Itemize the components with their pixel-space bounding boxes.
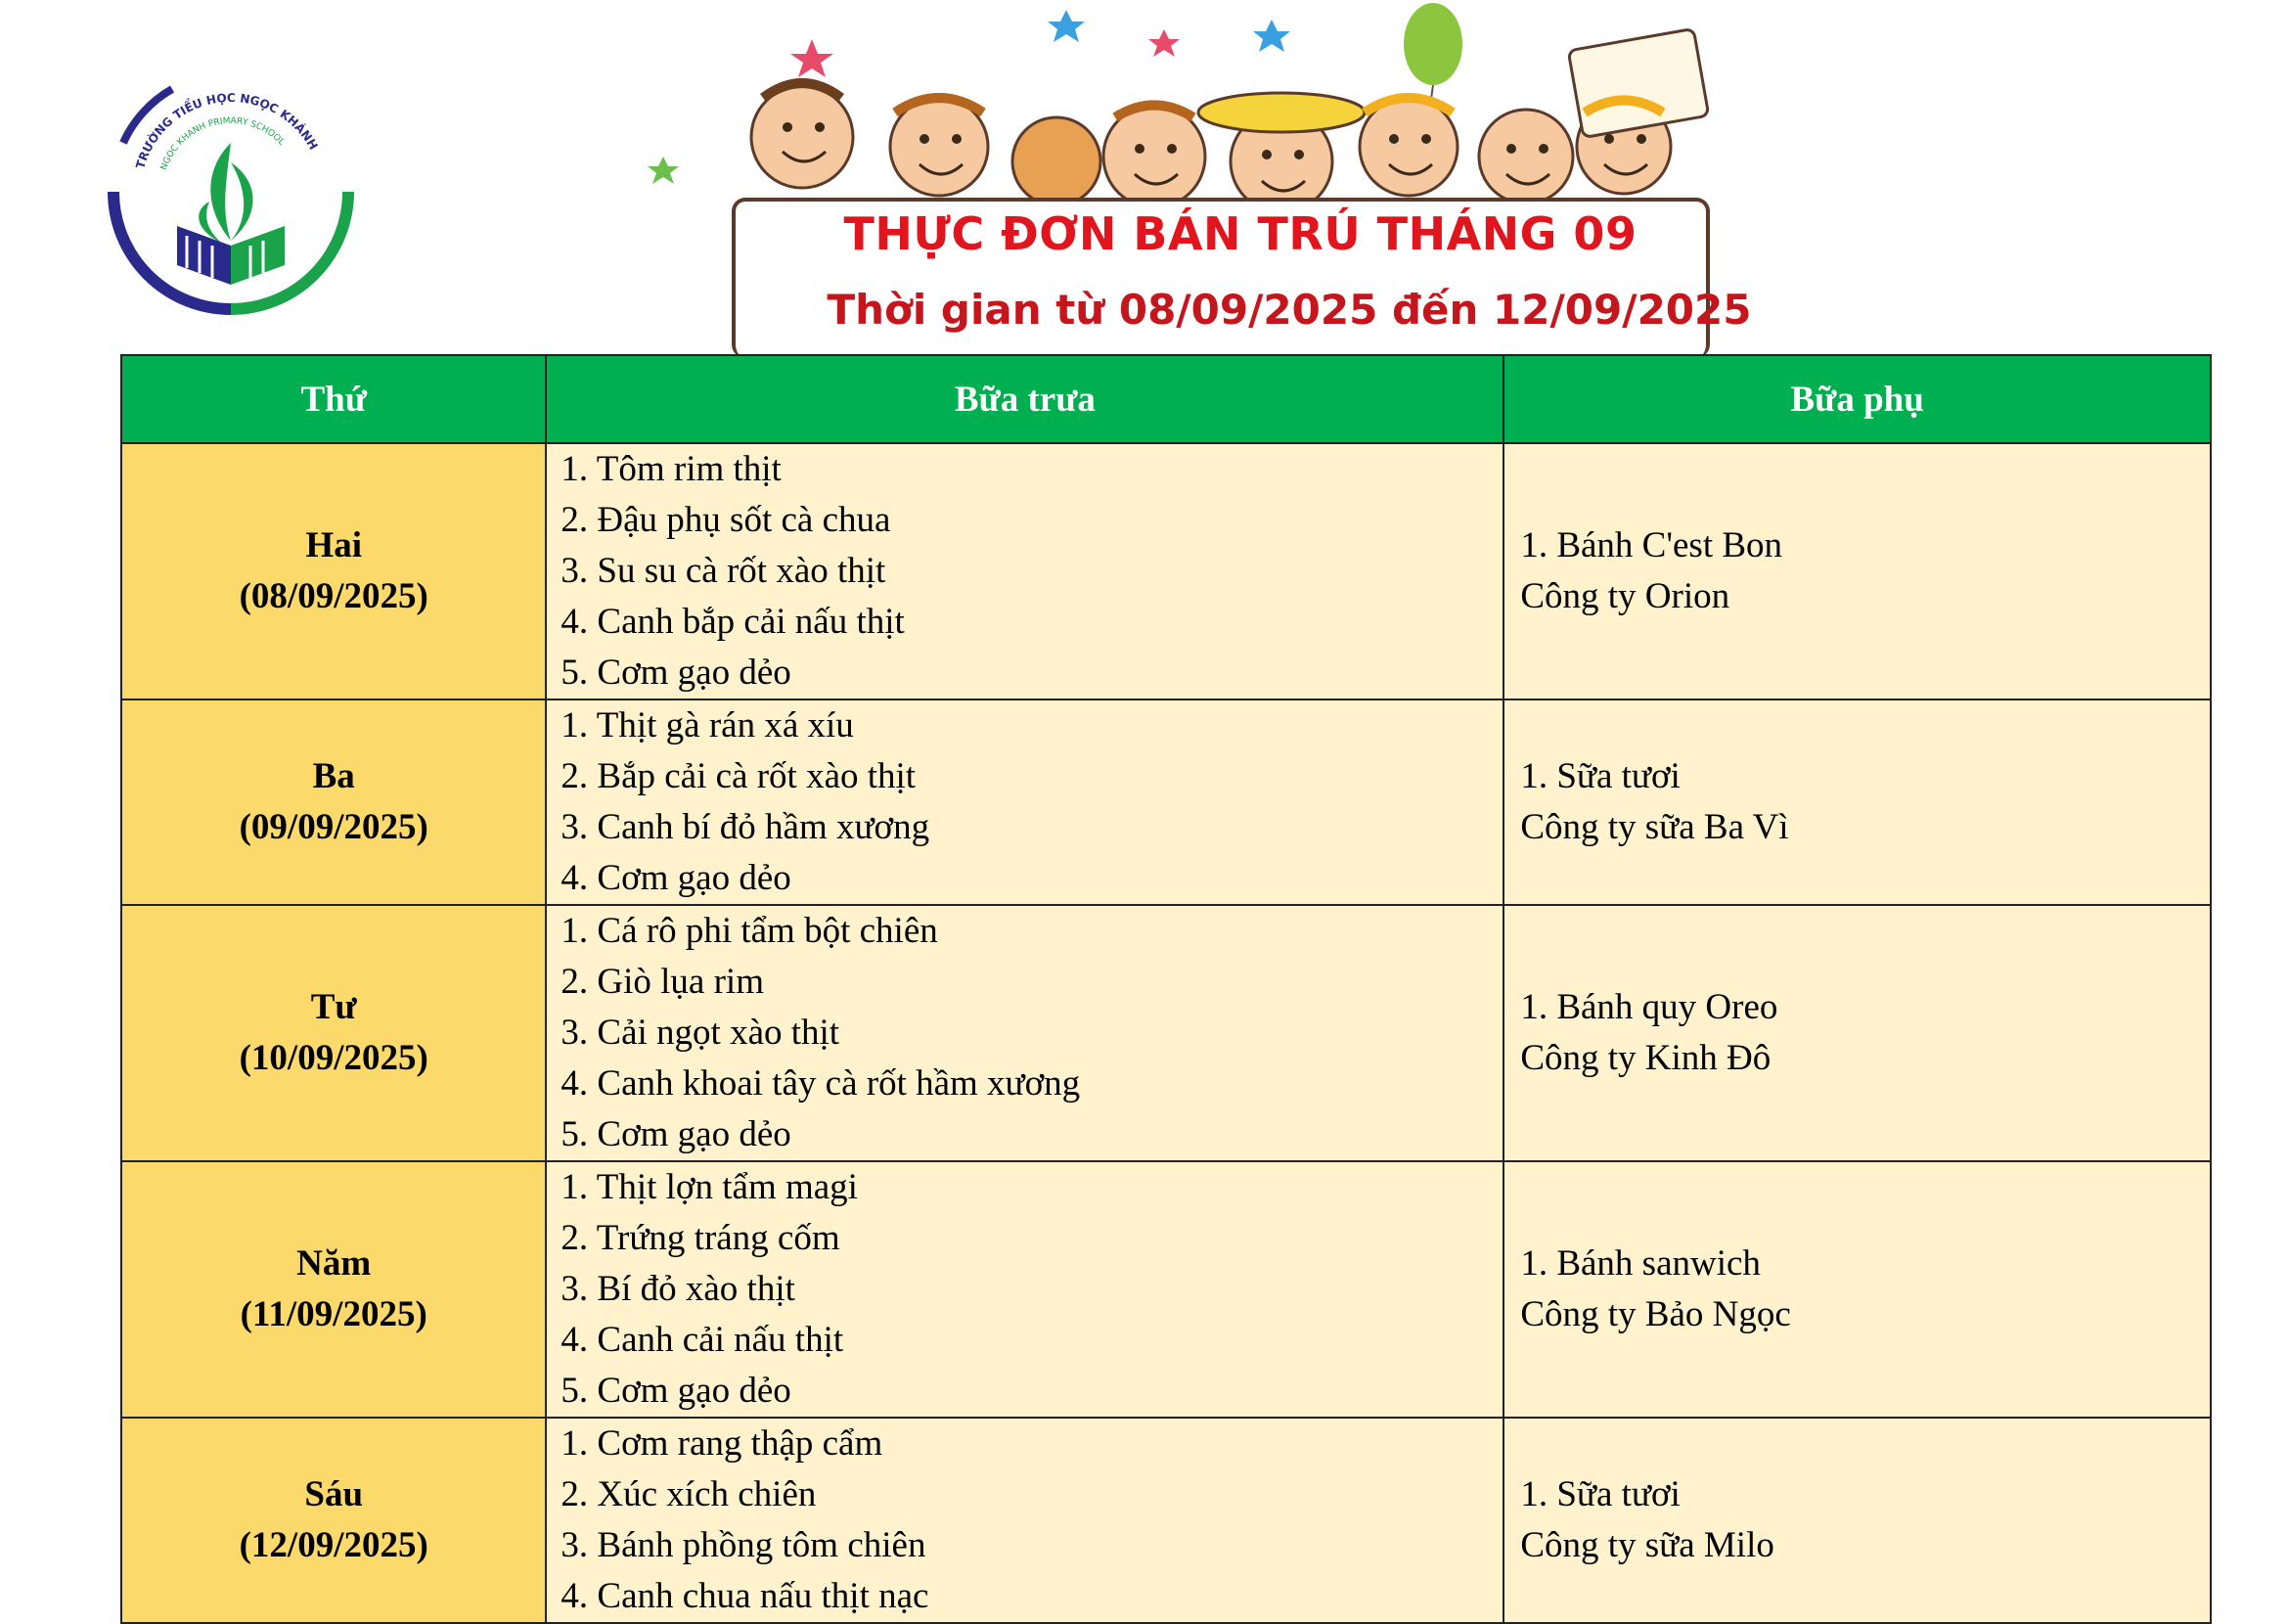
lunch-item: 1. Cơm rang thập cẩm [561, 1423, 883, 1464]
lunch-item: 4. Canh khoai tây cà rốt hầm xương [561, 1063, 1081, 1104]
day-name: Ba [312, 756, 355, 796]
school-logo [94, 55, 368, 319]
table-row [121, 1161, 2211, 1418]
lunch-item: 2. Bắp cải cà rốt xào thịt [561, 756, 917, 796]
snack-supplier: Công ty sữa Milo [1520, 1525, 1774, 1565]
lunch-item: 2. Xúc xích chiên [561, 1474, 817, 1514]
lunch-cell [546, 1418, 1503, 1623]
header-day: Thứ [121, 355, 546, 443]
snack-supplier: Công ty Bảo Ngọc [1520, 1294, 1791, 1334]
snack-cell [1503, 1418, 2211, 1623]
table-header-row [121, 355, 2211, 443]
header-lunch: Bữa trưa [546, 355, 1503, 443]
day-date: (11/09/2025) [240, 1294, 427, 1334]
snack-supplier: Công ty Kinh Đô [1520, 1038, 1772, 1078]
day-date: (10/09/2025) [239, 1038, 428, 1078]
day-name: Năm [296, 1243, 372, 1284]
day-date: (12/09/2025) [239, 1525, 428, 1565]
day-name: Tư [310, 987, 357, 1027]
svg-text:NGOC KHANH PRIMARY SCHOOL: NGOC KHANH PRIMARY SCHOOL [158, 115, 287, 172]
lunch-item: 3. Cải ngọt xào thịt [561, 1013, 840, 1053]
day-cell [121, 905, 546, 1161]
lunch-item: 4. Canh chua nấu thịt nạc [561, 1576, 929, 1616]
table-row [121, 443, 2211, 699]
page-title: THỰC ĐƠN BÁN TRÚ THÁNG 09 [843, 207, 1637, 260]
lunch-item: 5. Cơm gạo dẻo [561, 1114, 791, 1154]
header-snack: Bữa phụ [1503, 355, 2211, 443]
day-name: Hai [305, 525, 362, 565]
lunch-cell [546, 699, 1503, 905]
lunch-item: 1. Thịt gà rán xá xíu [561, 705, 854, 745]
table-row [121, 905, 2211, 1161]
day-cell [121, 1418, 546, 1623]
snack-supplier: Công ty Orion [1520, 576, 1730, 616]
lunch-item: 1. Thịt lợn tẩm magi [561, 1167, 858, 1207]
lunch-item: 3. Bánh phồng tôm chiên [561, 1525, 926, 1565]
snack-cell [1503, 905, 2211, 1161]
snack-item: 1. Sữa tươi [1520, 756, 1681, 796]
lunch-item: 4. Cơm gạo dẻo [561, 858, 791, 898]
lunch-item: 3. Su su cà rốt xào thịt [561, 551, 886, 591]
snack-supplier: Công ty sữa Ba Vì [1520, 807, 1789, 847]
lunch-item: 3. Canh bí đỏ hầm xương [561, 807, 930, 847]
lunch-item: 1. Tôm rim thịt [561, 449, 782, 489]
page-subtitle: Thời gian từ 08/09/2025 đến 12/09/2025 [827, 286, 1752, 334]
table-row [121, 699, 2211, 905]
snack-item: 1. Bánh quy Oreo [1520, 987, 1778, 1027]
snack-item: 1. Bánh C'est Bon [1520, 525, 1783, 565]
lunch-item: 3. Bí đỏ xào thịt [561, 1269, 795, 1309]
snack-cell [1503, 1161, 2211, 1418]
lunch-item: 2. Đậu phụ sốt cà chua [561, 500, 891, 540]
snack-item: 1. Sữa tươi [1520, 1474, 1681, 1514]
table-row [121, 1418, 2211, 1623]
day-date: (09/09/2025) [239, 807, 428, 847]
lunch-item: 4. Canh cải nấu thịt [561, 1320, 844, 1360]
day-cell [121, 699, 546, 905]
lunch-item: 2. Trứng tráng cốm [561, 1218, 840, 1258]
day-name: Sáu [304, 1474, 364, 1514]
lunch-cell [546, 905, 1503, 1161]
lunch-item: 2. Giò lụa rim [561, 962, 764, 1002]
snack-cell [1503, 443, 2211, 699]
day-cell [121, 1161, 546, 1418]
snack-cell [1503, 699, 2211, 905]
day-cell [121, 443, 546, 699]
lunch-item: 5. Cơm gạo dẻo [561, 1371, 791, 1411]
lunch-item: 4. Canh bắp cải nấu thịt [561, 602, 905, 642]
svg-text:TRƯỜNG TIỂU HỌC NGỌC KHÁNH: TRƯỜNG TIỂU HỌC NGỌC KHÁNH [133, 90, 321, 171]
day-date: (08/09/2025) [239, 576, 428, 616]
lunch-item: 5. Cơm gạo dẻo [561, 653, 791, 693]
lunch-item: 1. Cá rô phi tẩm bột chiên [561, 911, 938, 951]
menu-table [120, 354, 2212, 1624]
lunch-cell [546, 1161, 1503, 1418]
snack-item: 1. Bánh sanwich [1520, 1243, 1761, 1284]
lunch-cell [546, 443, 1503, 699]
